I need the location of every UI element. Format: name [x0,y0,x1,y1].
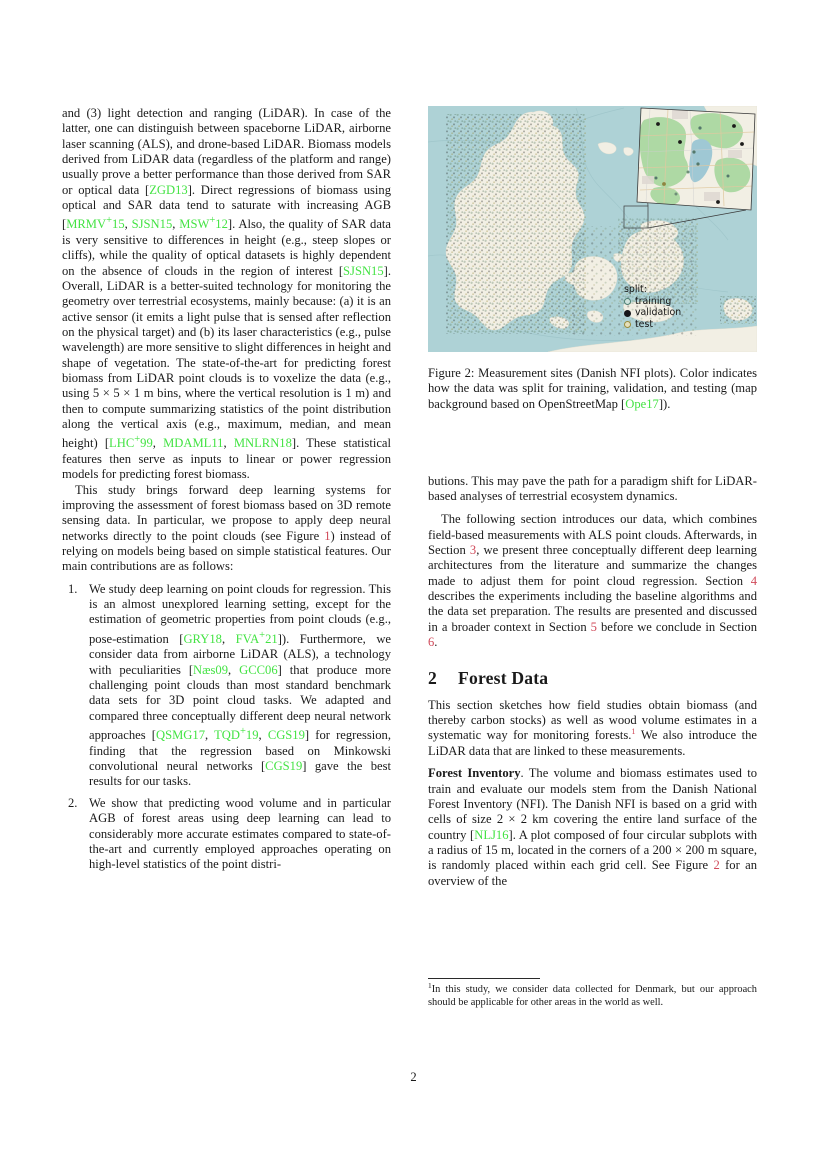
text-run: ]. These statistical features then serve as inputs to linear or power regression models for predicting forest biomass. [62,436,391,482]
text-run: , [223,436,234,451]
citation-link[interactable]: CGS19 [265,758,303,773]
footnote-marker[interactable]: 1 [631,727,636,737]
right-column [428,474,757,889]
citation-superscript: + [134,434,141,446]
text-run: The following section introduces our data, which combines field-based measurements with ALS point clouds. Afterwards, in Section [428,512,757,557]
text-run: ] that produce more challenging point clouds than most standard benchmark data sets for 3D point cloud tasks. We adapted and compared three conceptually different deep neural network approaches [ [89,662,391,743]
contributions-list [62,582,391,873]
legend-label: training [635,295,672,307]
map-svg [428,106,757,352]
citation-link[interactable]: ZGD13 [149,182,188,197]
section-reference-link[interactable]: 3 [469,542,477,557]
paragraph-section-intro [428,698,757,759]
text-run: , [228,662,240,677]
text-run: describes the experiments including the baseline algorithms and the data set preparation. The results are presented and discussed in a broader context in Section [428,588,757,634]
legend-title: split: [624,284,647,295]
figure-2 [428,106,757,352]
citation-link[interactable]: 21 [265,631,278,646]
citation-link[interactable]: GRY18 [183,631,222,646]
left-column [62,106,391,873]
section-reference-link[interactable]: 5 [590,619,597,634]
citation-link[interactable]: 15 [112,217,125,232]
text-run: , [258,728,268,743]
citation-link[interactable]: 19 [245,728,259,743]
citation-link[interactable]: TQD [214,728,240,743]
figure-reference-link[interactable]: 2 [713,858,720,873]
section-heading-forest-data [428,668,757,688]
citation-link[interactable]: 12 [215,217,228,232]
text-run: , [221,631,236,646]
inset-detail-map [633,106,757,216]
citation-link[interactable]: NLJ16 [474,827,509,842]
validation-marker-icon [624,310,631,317]
section-reference-link[interactable]: 6 [428,634,435,649]
citation-link[interactable]: Næs09 [193,662,229,677]
text-run: ]). Furthermore, we consider data from airborne LiDAR (ALS), a technology with peculiarities [ [89,631,391,677]
citation-link[interactable]: LHC [109,436,135,451]
text-run: This study brings forward deep learning systems for improving the assessment of forest biomass based on 3D remote sensing data. In particular, we propose to apply deep neural networks directly to the point clouds (see Figure [62,482,391,543]
citation-link[interactable]: MRMV [66,217,107,232]
list-item-number: 1. [68,581,78,596]
footnote-block [428,978,757,1009]
text-run: ) instead of relying on models being based on simple statistical features. Our main contributions are as follows: [62,528,391,574]
section-reference-link[interactable]: 4 [750,573,757,588]
text-run: and (3) light detection and ranging (LiDAR). In case of the latter, one can distinguish between spaceborne LiDAR, airborne laser scanning (ALS), and drone-based LiDAR. Biomass models derived from LiDAR data (regardless of the platform and range) usually prove a better performance than those derived from SAR or optical data [ [62,106,391,197]
legend-item-training [624,296,681,307]
denmark-map-image [428,106,757,352]
citation-link[interactable]: MDAML11 [163,436,224,451]
page-number: 2 [410,1070,417,1084]
citation-link[interactable]: QSMG17 [156,728,205,743]
text-run: , [124,217,132,232]
figure-reference-link[interactable]: 1 [324,528,331,543]
text-run: . The volume and biomass estimates used to train and evaluate our models stem from the Danish National Forest Inventory (NFI). The Danish NFI is based on a grid with cells of size 2 × 2 km covering the entire land surface of the country [ [428,766,757,842]
legend-item-validation [624,307,681,318]
footnote-text [428,981,757,1009]
text-run: ]). [658,396,671,411]
text-run: ] for regression, finding that the regression based on Minkowski convolutional neural networks [ [89,728,392,773]
list-item [62,582,391,790]
text-run: In this study, we consider data collected for Denmark, but our approach should be applicable for other areas in the world as well. [428,984,757,1008]
text-run: ]. Direct regressions of biomass using optical and SAR data tend to saturate with increasing AGB [ [62,182,391,232]
citation-link[interactable]: FVA [235,631,260,646]
text-run: We study deep learning on point clouds for regression. This is an almost unexplored learning setting, except for the estimation of geometric properties from point clouds (e.g., pose-estimation [ [89,581,391,646]
map-legend [624,284,681,330]
citation-link[interactable]: SJSN15 [131,217,173,232]
footnote-rule [428,978,540,979]
training-marker-icon [624,298,631,305]
citation-superscript: + [259,629,266,641]
paragraph-paper-outline [428,512,757,650]
list-item-number: 2. [68,796,78,811]
text-run: We show that predicting wood volume and in particular AGB of forest areas using deep learning can lead to considerably more accurate estimates compared to state-of-the-art and currently employed approaches operating on high-level statistics of the point distri- [89,796,391,872]
text-run: . [434,634,438,649]
paragraph-continuation: butions. This may pave the path for a paradigm shift for LiDAR-based analyses of terrestrial ecosystem dynamics. [428,474,757,504]
paragraph-runin-heading: Forest Inventory [428,766,521,781]
text-run: ]. A plot composed of four circular subplots with a radius of 15 m, located in the corners of a 200 × 200 m square, is randomly placed within each grid cell. See Figure [428,827,757,873]
list-item [62,796,391,873]
text-run: ]. Also, the quality of SAR data is very sensitive to differences in height (e.g., steep slopes or cliffs), while the quality of optical datasets is highly dependent on the absence of clouds in the region of interest [ [62,217,392,278]
citation-superscript: + [209,215,216,227]
citation-superscript: + [106,215,113,227]
paragraph-lidar-background [62,106,391,483]
text-run: We also introduce the LiDAR data that are linked to these measurements. [428,728,757,758]
text-run: , we present three conceptually different deep learning architectures from the literature and summarize the changes made to adjust them for point cloud regression. Section [428,542,757,588]
citation-link[interactable]: MSW [179,217,210,232]
citation-link[interactable]: 99 [140,436,153,451]
text-run: , [172,217,180,232]
text-run: ] gave the best results for our tasks. [89,758,391,789]
text-run: Measurement sites (Danish NFI plots). Color indicates how the data was split for training, validation, and testing (map background based on OpenStreetMap [ [428,366,757,411]
section-title: Forest Data [458,668,549,689]
citation-link[interactable]: SJSN15 [343,263,384,278]
figure-caption [428,366,757,412]
paragraph-forest-inventory [428,766,757,889]
section-number: 2 [428,668,437,689]
figure-label: Figure 2: [428,366,475,380]
text-run: before we conclude in Section [596,619,757,634]
paragraph-study-contributions-intro [62,483,391,575]
citation-link[interactable]: Ope17 [625,396,659,411]
text-run: , [205,728,215,743]
text-run: for an overview of the [428,858,757,888]
text-run: ]. Overall, LiDAR is a better-suited technology for monitoring the geometry over terrestrial ecosystems, mainly because: (a) it is an active sensor (it emits a light pulse that is sensed after reflection on the physical target) and (b) its laser characteristics (e.g., pulse wavelength) are more sensitive to slight differences in height and shape of vegetation. The state-of-the-art for predicting forest biomass from LiDAR point clouds is to voxelize the data (e.g., using 5 × 5 × 1 m bins, where the vertical resolution is 1 m) and then to compute summarizing statistics of the point distribution along the vertical axis (e.g., maximum, median, and mean height) [ [62,263,391,451]
citation-superscript: + [239,725,246,737]
legend-label: validation [635,307,682,319]
legend-item-test [624,319,681,330]
citation-link[interactable]: GCC06 [239,662,278,677]
legend-label: test [635,318,654,330]
footnote-number: 1 [428,981,432,990]
test-marker-icon [624,321,631,328]
citation-link[interactable]: CGS19 [267,728,305,743]
text-run: This section sketches how field studies obtain biomass (and thereby carbon stocks) as well as wood volume estimates in a systematic way for monitoring forests. [428,697,757,743]
citation-link[interactable]: MNLRN18 [233,436,292,451]
text-run: , [152,436,164,451]
